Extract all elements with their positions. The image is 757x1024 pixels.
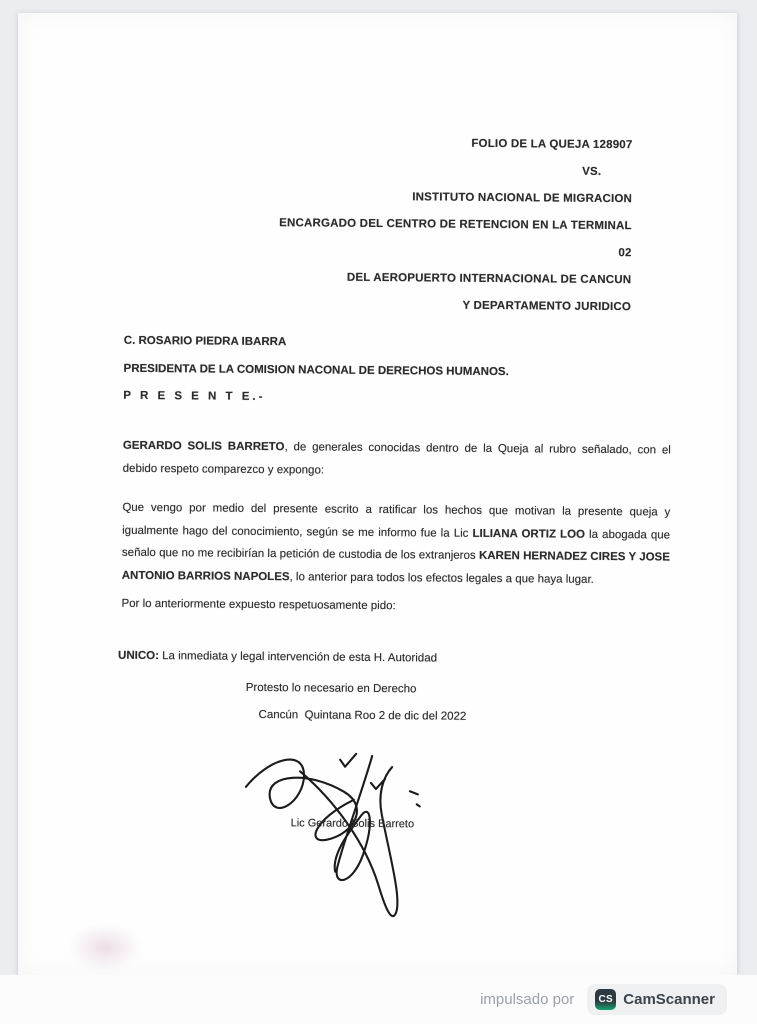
letterhead-line-folio: FOLIO DE LA QUEJA 128907 — [471, 137, 633, 152]
powered-by-label: impulsado por — [480, 991, 575, 1008]
intro-paragraph: GERARDO SOLIS BARRETO, de generales conocidas dentro de la Queja al rubro señalado, con el debido respeto comparezco y expongo: — [122, 439, 671, 477]
letterhead-line-instituto: INSTITUTO NACIONAL DE MIGRACION — [412, 191, 633, 206]
letterhead-line-encargado: ENCARGADO DEL CENTRO DE RETENCION EN LA TERMINAL 02 — [279, 217, 632, 260]
addressee-title: PRESIDENTA DE LA COMISION NACONAL DE DERECHOS HUMANOS. — [123, 362, 509, 378]
letterhead-line-juridico: Y DEPARTAMENTO JURIDICO — [462, 299, 632, 314]
addressee-salutation: P R E S E N T E.- — [123, 389, 266, 404]
body-paragraph: Que vengo por medio del presente escrito a ratificar los hechos que motivan la presente queja y igualmente hago del conocimiento, según se me informo fue la Lic LILIANA ORTIZ LOO la abogada que señalo que no me recibirían la petición de custodia de los extranjeros KAREN HERNADEZ CIRES Y JOSE ANTONIO BARRIOS NAPOLES, lo anterior para todos los efectos legales a que haya lugar. — [121, 501, 671, 586]
addressee-name: C. ROSARIO PIEDRA IBARRA — [123, 334, 287, 349]
signature-name: Lic Gerardo Solis Barreto — [290, 817, 415, 831]
camscanner-logo-icon: CS — [595, 989, 616, 1010]
letterhead-block — [278, 129, 633, 321]
unico-line: UNICO: La inmediata y legal intervención de esta H. Autoridad — [118, 649, 438, 665]
protest-line: Protesto lo necesario en Derecho — [245, 681, 417, 696]
addressee-block — [123, 328, 509, 414]
letterhead-line-vs: VS. — [582, 165, 602, 178]
scan-smudge-artifact — [68, 923, 142, 972]
petition-line: Por lo anteriormente expuesto respetuosamente pido: — [121, 597, 396, 613]
camscanner-badge[interactable] — [587, 984, 727, 1015]
camscanner-brand-label: CamScanner — [623, 991, 715, 1008]
camscanner-footer-bar — [0, 975, 757, 1024]
dateline: Cancún Quintana Roo 2 de dic del 2022 — [258, 708, 467, 723]
letterhead-line-aeropuerto: DEL AEROPUERTO INTERNACIONAL DE CANCUN — [346, 271, 632, 287]
signature-scribble — [239, 743, 446, 925]
